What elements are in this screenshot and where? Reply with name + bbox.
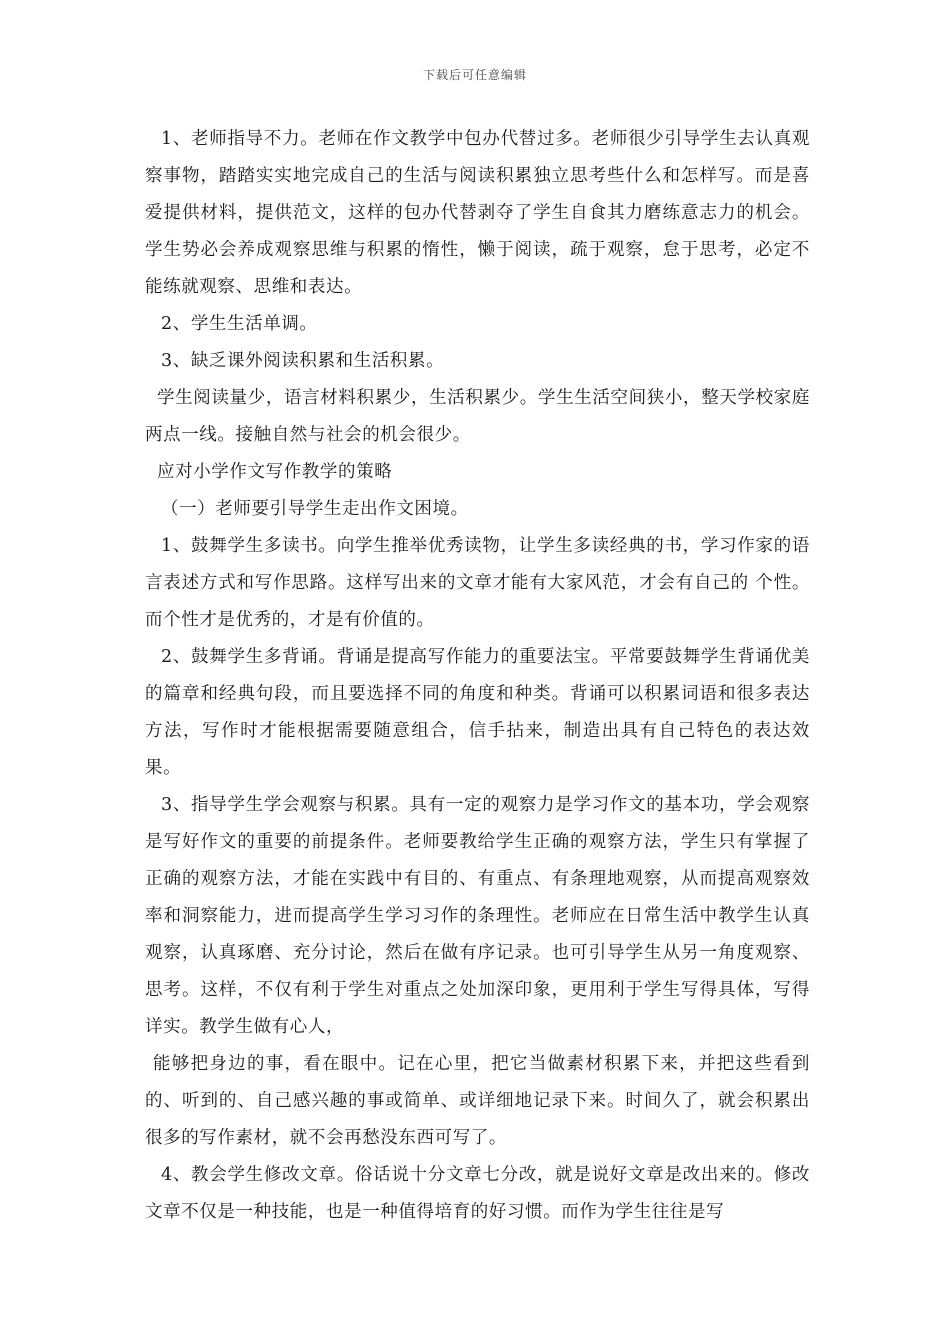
paragraph-2: 2、学生生活单调。 xyxy=(161,314,318,334)
paragraph-9: 4、教会学生修改文章。俗话说十分文章七分改，就是说好文章是改出来的。修改文章不仅是一种技能，也是一种值得培育的好习惯。而作为学生往往是写 xyxy=(145,1165,810,1222)
subsection-heading: （一）老师要引导学生走出作文困境。 xyxy=(161,499,469,519)
paragraph-1: 1、老师指导不力。老师在作文教学中包办代替过多。老师很少引导学生去认真观察事物，踏踏实实地完成自己的生活与阅读积累独立思考些什么和怎样写。而是喜爱提供材料，提供范文，这样的包办代替剥夺了学生自食其力磨练意志力的机会。学生势必会养成观察思维与积累的惰性，懒于阅读，疏于观察，怠于思考，必定不能练就观察、思维和表达。 xyxy=(145,129,810,297)
paragraph-8: 能够把身边的事，看在眼中。记在心里，把它当做素材积累下来，并把这些看到的、听到的、自己感兴趣的事或简单、或详细地记录下来。时间久了，就会积累出很多的写作素材，就不会再愁没东西可写了。 xyxy=(145,1054,810,1148)
section-heading: 应对小学作文写作教学的策略 xyxy=(157,462,393,482)
page-header: 下载后可任意编辑 xyxy=(422,68,527,82)
paragraph-4: 学生阅读量少，语言材料积累少，生活积累少。学生生活空间狭小，整天学校家庭两点一线。接触自然与社会的机会很少。 xyxy=(145,388,810,445)
paragraph-5: 1、鼓舞学生多读书。向学生推举优秀读物，让学生多读经典的书，学习作家的语言表述方式和写作思路。这样写出来的文章才能有大家风范，才会有自己的 个性。而个性才是优秀的，才是有价值的。 xyxy=(145,536,810,630)
paragraph-6: 2、鼓舞学生多背诵。背诵是提高写作能力的重要法宝。平常要鼓舞学生背诵优美的篇章和经典句段，而且要选择不同的角度和种类。背诵可以积累词语和很多表达方法，写作时才能根据需要随意组合，信手拈来，制造出具有自己特色的表达效果。 xyxy=(145,647,810,778)
paragraph-7: 3、指导学生学会观察与积累。具有一定的观察力是学习作文的基本功，学会观察是写好作文的重要的前提条件。老师要教给学生正确的观察方法，学生只有掌握了正确的观察方法，才能在实践中有目的、有重点、有条理地观察，从而提高观察效率和洞察能力，进而提高学生学习习作的条理性。老师应在日常生活中教学生认真观察，认真琢磨、充分讨论，然后在做有序记录。也可引导学生从另一角度观察、思考。这样，不仅有利于学生对重点之处加深印象，更用利于学生写得具体，写得详实。教学生做有心人， xyxy=(145,795,810,1037)
paragraph-3: 3、缺乏课外阅读积累和生活积累。 xyxy=(161,351,445,371)
document-body xyxy=(145,121,810,1231)
